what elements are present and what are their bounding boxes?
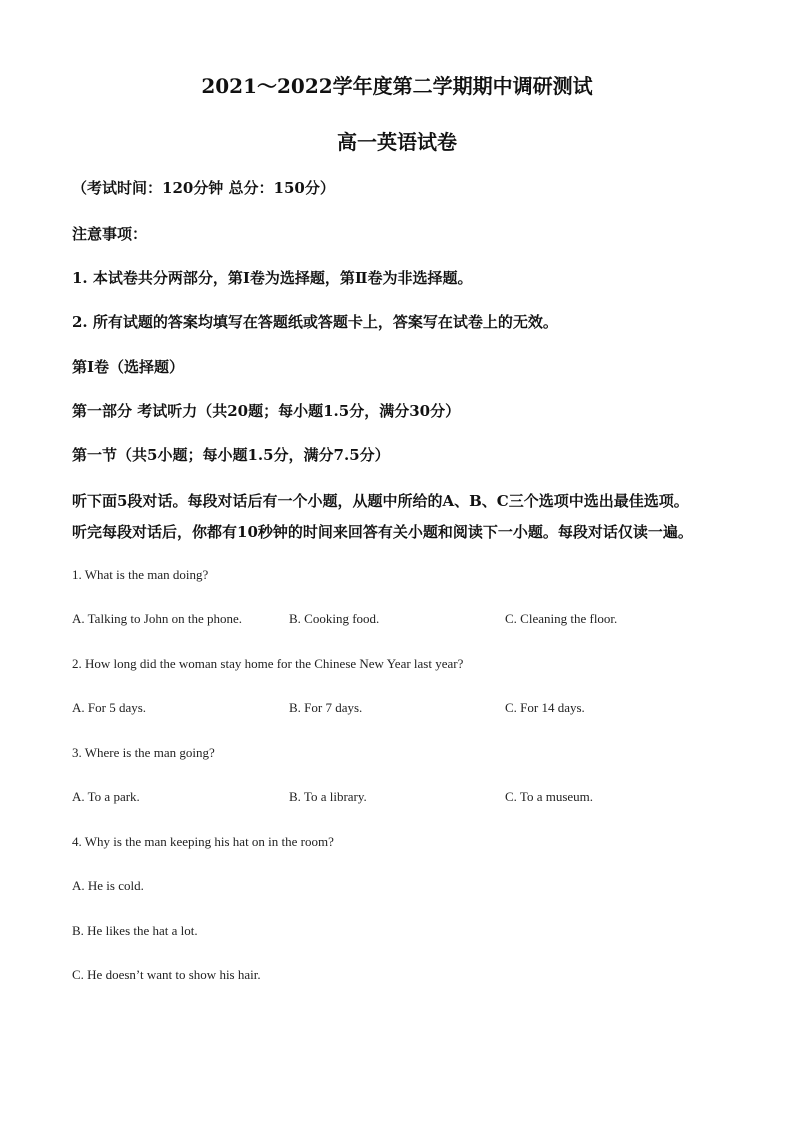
notes-heading: 注意事项： bbox=[72, 225, 148, 243]
section-heading: 第一节（共5小题；每小题1.5分，满分7.5分） bbox=[72, 446, 390, 464]
option-c: C. To a museum. bbox=[505, 789, 594, 804]
question-2: 2. How long did the woman stay home for the Chinese New Year last year? bbox=[72, 656, 464, 671]
option-a: A. For 5 days. bbox=[72, 700, 147, 715]
question-4: 4. Why is the man keeping his hat on in the room? bbox=[72, 834, 334, 849]
volume-heading: 第Ⅰ卷（选择题） bbox=[72, 358, 185, 376]
option-b: B. Cooking food. bbox=[289, 611, 380, 626]
option-b: B. To a library. bbox=[289, 789, 367, 804]
option-a: A. Talking to John on the phone. bbox=[72, 611, 243, 626]
note-item: 2. 所有试题的答案均填写在答题纸或答题卡上，答案写在试卷上的无效。 bbox=[72, 313, 558, 331]
note-item: 1. 本试卷共分两部分，第Ⅰ卷为选择题，第Ⅱ卷为非选择题。 bbox=[72, 269, 473, 287]
option-b: B. For 7 days. bbox=[289, 700, 363, 715]
option-a: A. To a park. bbox=[72, 789, 140, 804]
instruction-line: 听完每段对话后，你都有10秒钟的时间来回答有关小题和阅读下一小题。每段对话仅读一遍。 bbox=[72, 523, 693, 541]
exam-subtitle: 高一英语试卷 bbox=[337, 130, 457, 154]
option-c: C. For 14 days. bbox=[505, 700, 585, 715]
part-heading: 第一部分 考试听力（共20题；每小题1.5分，满分30分） bbox=[72, 402, 461, 420]
exam-title: 2021～2022学年度第二学期期中调研测试 bbox=[201, 74, 593, 98]
option-a: A. He is cold. bbox=[72, 878, 144, 893]
question-3: 3. Where is the man going? bbox=[72, 745, 215, 760]
instruction-line: 听下面5段对话。每段对话后有一个小题，从题中所给的A、B、C三个选项中选出最佳选项。 bbox=[72, 492, 689, 510]
exam-info: （考试时间：120分钟 总分：150分） bbox=[72, 179, 335, 197]
question-1: 1. What is the man doing? bbox=[72, 567, 209, 582]
option-c: C. Cleaning the floor. bbox=[505, 611, 618, 626]
option-c: C. He doesn’t want to show his hair. bbox=[72, 967, 261, 982]
option-b: B. He likes the hat a lot. bbox=[72, 923, 198, 938]
